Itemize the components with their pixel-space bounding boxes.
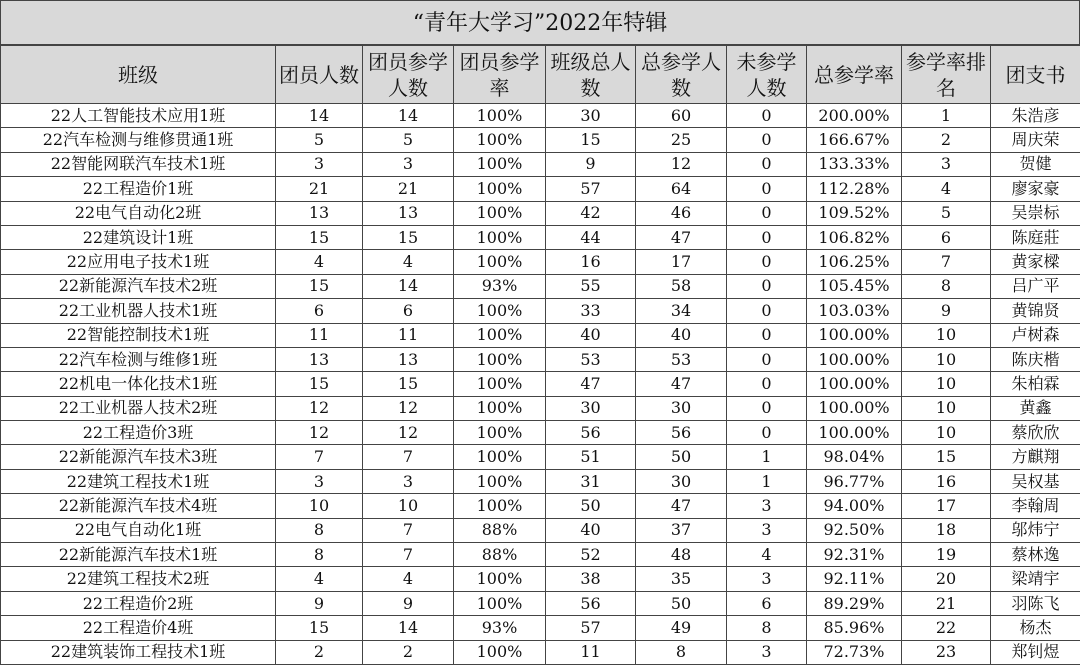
- members-joined-cell: 6: [363, 299, 454, 323]
- rank-cell: 17: [902, 494, 991, 518]
- secretary-cell: 李翰周: [991, 494, 1080, 518]
- rank-cell: 3: [902, 152, 991, 176]
- table-row: [1, 591, 1080, 615]
- not-joined-cell: 3: [727, 640, 807, 664]
- table-row: [1, 469, 1080, 493]
- not-joined-cell: 3: [727, 518, 807, 542]
- secretary-cell: 梁靖宇: [991, 567, 1080, 591]
- total-joined-cell: 35: [636, 567, 727, 591]
- members-joined-cell: 9: [363, 591, 454, 615]
- total-joined-cell: 64: [636, 177, 727, 201]
- not-joined-cell: 0: [727, 299, 807, 323]
- not-joined-cell: 4: [727, 543, 807, 567]
- member-rate-cell: 100%: [454, 152, 546, 176]
- table-row: [1, 396, 1080, 420]
- class-total-cell: 38: [546, 567, 636, 591]
- members-joined-cell: 12: [363, 421, 454, 445]
- total-rate-cell: 92.50%: [807, 518, 902, 542]
- members-joined-cell: 3: [363, 469, 454, 493]
- header-members: 团员人数: [276, 46, 363, 104]
- secretary-cell: 吴崇标: [991, 201, 1080, 225]
- members-cell: 4: [276, 250, 363, 274]
- rank-cell: 6: [902, 225, 991, 249]
- class-cell: 22新能源汽车技术3班: [1, 445, 276, 469]
- secretary-cell: 蔡林逸: [991, 543, 1080, 567]
- members-joined-cell: 21: [363, 177, 454, 201]
- table-row: [1, 518, 1080, 542]
- members-cell: 13: [276, 347, 363, 371]
- total-joined-cell: 53: [636, 347, 727, 371]
- rank-cell: 9: [902, 299, 991, 323]
- class-total-cell: 44: [546, 225, 636, 249]
- rank-cell: 2: [902, 128, 991, 152]
- total-joined-cell: 12: [636, 152, 727, 176]
- rank-cell: 19: [902, 543, 991, 567]
- total-joined-cell: 8: [636, 640, 727, 664]
- class-cell: 22人工智能技术应用1班: [1, 104, 276, 128]
- total-rate-cell: 106.82%: [807, 225, 902, 249]
- table-row: [1, 299, 1080, 323]
- not-joined-cell: 0: [727, 347, 807, 371]
- table-row: [1, 104, 1080, 128]
- table-row: [1, 177, 1080, 201]
- class-total-cell: 47: [546, 372, 636, 396]
- class-total-cell: 9: [546, 152, 636, 176]
- class-total-cell: 52: [546, 543, 636, 567]
- member-rate-cell: 100%: [454, 323, 546, 347]
- rank-cell: 18: [902, 518, 991, 542]
- total-joined-cell: 47: [636, 372, 727, 396]
- class-total-cell: 15: [546, 128, 636, 152]
- secretary-cell: 朱柏霖: [991, 372, 1080, 396]
- not-joined-cell: 3: [727, 494, 807, 518]
- members-joined-cell: 13: [363, 201, 454, 225]
- rank-cell: 10: [902, 347, 991, 371]
- members-cell: 12: [276, 396, 363, 420]
- total-rate-cell: 100.00%: [807, 421, 902, 445]
- member-rate-cell: 100%: [454, 104, 546, 128]
- members-cell: 5: [276, 128, 363, 152]
- not-joined-cell: 0: [727, 274, 807, 298]
- members-joined-cell: 13: [363, 347, 454, 371]
- member-rate-cell: 100%: [454, 396, 546, 420]
- class-total-cell: 55: [546, 274, 636, 298]
- secretary-cell: 羽陈飞: [991, 591, 1080, 615]
- header-class: 班级: [1, 46, 276, 104]
- class-total-cell: 33: [546, 299, 636, 323]
- member-rate-cell: 100%: [454, 128, 546, 152]
- secretary-cell: 邬炜宁: [991, 518, 1080, 542]
- class-total-cell: 30: [546, 104, 636, 128]
- total-joined-cell: 48: [636, 543, 727, 567]
- not-joined-cell: 0: [727, 225, 807, 249]
- class-cell: 22建筑设计1班: [1, 225, 276, 249]
- member-rate-cell: 100%: [454, 299, 546, 323]
- class-total-cell: 57: [546, 177, 636, 201]
- table-row: [1, 323, 1080, 347]
- members-joined-cell: 7: [363, 518, 454, 542]
- header-total-rate: 总参学率: [807, 46, 902, 104]
- secretary-cell: 廖家豪: [991, 177, 1080, 201]
- total-rate-cell: 98.04%: [807, 445, 902, 469]
- member-rate-cell: 100%: [454, 372, 546, 396]
- class-cell: 22智能网联汽车技术1班: [1, 152, 276, 176]
- total-rate-cell: 85.96%: [807, 616, 902, 640]
- total-rate-cell: 200.00%: [807, 104, 902, 128]
- member-rate-cell: 100%: [454, 177, 546, 201]
- members-cell: 10: [276, 494, 363, 518]
- header-rank: 参学率排名: [902, 46, 991, 104]
- table-row: [1, 640, 1080, 664]
- class-cell: 22工程造价3班: [1, 421, 276, 445]
- total-rate-cell: 133.33%: [807, 152, 902, 176]
- secretary-cell: 黄锦贤: [991, 299, 1080, 323]
- total-joined-cell: 46: [636, 201, 727, 225]
- class-total-cell: 11: [546, 640, 636, 664]
- members-cell: 12: [276, 421, 363, 445]
- class-cell: 22新能源汽车技术4班: [1, 494, 276, 518]
- table-row: [1, 567, 1080, 591]
- total-rate-cell: 106.25%: [807, 250, 902, 274]
- secretary-cell: 黄鑫: [991, 396, 1080, 420]
- total-rate-cell: 100.00%: [807, 323, 902, 347]
- class-total-cell: 40: [546, 323, 636, 347]
- rank-cell: 15: [902, 445, 991, 469]
- total-joined-cell: 60: [636, 104, 727, 128]
- not-joined-cell: 0: [727, 177, 807, 201]
- class-total-cell: 53: [546, 347, 636, 371]
- class-cell: 22工业机器人技术1班: [1, 299, 276, 323]
- class-cell: 22机电一体化技术1班: [1, 372, 276, 396]
- total-joined-cell: 17: [636, 250, 727, 274]
- members-joined-cell: 15: [363, 372, 454, 396]
- table-row: [1, 616, 1080, 640]
- members-cell: 3: [276, 152, 363, 176]
- not-joined-cell: 0: [727, 128, 807, 152]
- members-joined-cell: 4: [363, 250, 454, 274]
- member-rate-cell: 93%: [454, 616, 546, 640]
- total-rate-cell: 105.45%: [807, 274, 902, 298]
- member-rate-cell: 100%: [454, 421, 546, 445]
- table-row: [1, 421, 1080, 445]
- not-joined-cell: 8: [727, 616, 807, 640]
- class-cell: 22工程造价2班: [1, 591, 276, 615]
- rank-cell: 10: [902, 421, 991, 445]
- members-cell: 15: [276, 372, 363, 396]
- not-joined-cell: 0: [727, 250, 807, 274]
- header-row: [1, 46, 1080, 104]
- total-joined-cell: 30: [636, 469, 727, 493]
- secretary-cell: 方麒翔: [991, 445, 1080, 469]
- class-total-cell: 51: [546, 445, 636, 469]
- members-joined-cell: 5: [363, 128, 454, 152]
- total-joined-cell: 58: [636, 274, 727, 298]
- class-cell: 22电气自动化2班: [1, 201, 276, 225]
- total-rate-cell: 103.03%: [807, 299, 902, 323]
- total-rate-cell: 100.00%: [807, 396, 902, 420]
- not-joined-cell: 0: [727, 372, 807, 396]
- secretary-cell: 蔡欣欣: [991, 421, 1080, 445]
- members-cell: 9: [276, 591, 363, 615]
- member-rate-cell: 100%: [454, 469, 546, 493]
- total-rate-cell: 100.00%: [807, 372, 902, 396]
- total-joined-cell: 30: [636, 396, 727, 420]
- class-cell: 22应用电子技术1班: [1, 250, 276, 274]
- member-rate-cell: 100%: [454, 347, 546, 371]
- table-row: [1, 372, 1080, 396]
- total-rate-cell: 89.29%: [807, 591, 902, 615]
- rank-cell: 21: [902, 591, 991, 615]
- rank-cell: 1: [902, 104, 991, 128]
- not-joined-cell: 1: [727, 469, 807, 493]
- not-joined-cell: 0: [727, 201, 807, 225]
- members-cell: 14: [276, 104, 363, 128]
- class-total-cell: 31: [546, 469, 636, 493]
- table-row: [1, 274, 1080, 298]
- members-cell: 15: [276, 225, 363, 249]
- members-cell: 8: [276, 543, 363, 567]
- class-cell: 22建筑工程技术2班: [1, 567, 276, 591]
- rank-cell: 20: [902, 567, 991, 591]
- total-joined-cell: 50: [636, 591, 727, 615]
- member-rate-cell: 88%: [454, 543, 546, 567]
- class-total-cell: 50: [546, 494, 636, 518]
- members-cell: 4: [276, 567, 363, 591]
- members-cell: 11: [276, 323, 363, 347]
- member-rate-cell: 88%: [454, 518, 546, 542]
- not-joined-cell: 0: [727, 323, 807, 347]
- class-total-cell: 57: [546, 616, 636, 640]
- secretary-cell: 吕广平: [991, 274, 1080, 298]
- class-total-cell: 56: [546, 421, 636, 445]
- secretary-cell: 杨杰: [991, 616, 1080, 640]
- member-rate-cell: 100%: [454, 591, 546, 615]
- class-total-cell: 42: [546, 201, 636, 225]
- table-row: [1, 347, 1080, 371]
- member-rate-cell: 100%: [454, 250, 546, 274]
- rank-cell: 10: [902, 396, 991, 420]
- table-row: [1, 128, 1080, 152]
- rank-cell: 23: [902, 640, 991, 664]
- member-rate-cell: 100%: [454, 445, 546, 469]
- secretary-cell: 朱浩彦: [991, 104, 1080, 128]
- members-joined-cell: 2: [363, 640, 454, 664]
- rank-cell: 10: [902, 323, 991, 347]
- class-total-cell: 16: [546, 250, 636, 274]
- rank-cell: 22: [902, 616, 991, 640]
- members-cell: 6: [276, 299, 363, 323]
- members-cell: 15: [276, 616, 363, 640]
- not-joined-cell: 0: [727, 396, 807, 420]
- not-joined-cell: 3: [727, 567, 807, 591]
- members-joined-cell: 10: [363, 494, 454, 518]
- header-member-rate: 团员参学率: [454, 46, 546, 104]
- class-cell: 22新能源汽车技术2班: [1, 274, 276, 298]
- class-cell: 22智能控制技术1班: [1, 323, 276, 347]
- members-joined-cell: 3: [363, 152, 454, 176]
- table-row: [1, 201, 1080, 225]
- header-total-joined: 总参学人数: [636, 46, 727, 104]
- members-joined-cell: 11: [363, 323, 454, 347]
- members-cell: 3: [276, 469, 363, 493]
- total-rate-cell: 92.11%: [807, 567, 902, 591]
- class-cell: 22工业机器人技术2班: [1, 396, 276, 420]
- member-rate-cell: 100%: [454, 640, 546, 664]
- total-joined-cell: 34: [636, 299, 727, 323]
- total-joined-cell: 50: [636, 445, 727, 469]
- class-cell: 22工程造价1班: [1, 177, 276, 201]
- member-rate-cell: 93%: [454, 274, 546, 298]
- class-cell: 22工程造价4班: [1, 616, 276, 640]
- members-cell: 8: [276, 518, 363, 542]
- members-joined-cell: 15: [363, 225, 454, 249]
- total-rate-cell: 96.77%: [807, 469, 902, 493]
- rank-cell: 7: [902, 250, 991, 274]
- class-cell: 22电气自动化1班: [1, 518, 276, 542]
- class-total-cell: 30: [546, 396, 636, 420]
- header-not-joined: 未参学人数: [727, 46, 807, 104]
- secretary-cell: 贺健: [991, 152, 1080, 176]
- total-joined-cell: 47: [636, 494, 727, 518]
- not-joined-cell: 0: [727, 152, 807, 176]
- secretary-cell: 郑钊煜: [991, 640, 1080, 664]
- rank-cell: 10: [902, 372, 991, 396]
- total-joined-cell: 47: [636, 225, 727, 249]
- total-rate-cell: 166.67%: [807, 128, 902, 152]
- rank-cell: 8: [902, 274, 991, 298]
- members-joined-cell: 14: [363, 616, 454, 640]
- total-rate-cell: 109.52%: [807, 201, 902, 225]
- members-cell: 7: [276, 445, 363, 469]
- header-members-joined: 团员参学人数: [363, 46, 454, 104]
- class-total-cell: 40: [546, 518, 636, 542]
- secretary-cell: 黄家樑: [991, 250, 1080, 274]
- secretary-cell: 吴权基: [991, 469, 1080, 493]
- member-rate-cell: 100%: [454, 201, 546, 225]
- total-rate-cell: 100.00%: [807, 347, 902, 371]
- not-joined-cell: 0: [727, 104, 807, 128]
- member-rate-cell: 100%: [454, 225, 546, 249]
- header-secretary: 团支书: [991, 46, 1080, 104]
- members-cell: 21: [276, 177, 363, 201]
- secretary-cell: 卢树森: [991, 323, 1080, 347]
- members-joined-cell: 14: [363, 104, 454, 128]
- total-rate-cell: 112.28%: [807, 177, 902, 201]
- table-body: [1, 104, 1080, 665]
- class-cell: 22建筑工程技术1班: [1, 469, 276, 493]
- header-class-total: 班级总人数: [546, 46, 636, 104]
- table-row: [1, 225, 1080, 249]
- members-cell: 13: [276, 201, 363, 225]
- members-cell: 2: [276, 640, 363, 664]
- not-joined-cell: 1: [727, 445, 807, 469]
- rank-cell: 16: [902, 469, 991, 493]
- members-joined-cell: 14: [363, 274, 454, 298]
- table-row: [1, 494, 1080, 518]
- total-joined-cell: 40: [636, 323, 727, 347]
- class-cell: 22新能源汽车技术1班: [1, 543, 276, 567]
- rank-cell: 4: [902, 177, 991, 201]
- members-joined-cell: 12: [363, 396, 454, 420]
- table-row: [1, 250, 1080, 274]
- members-joined-cell: 4: [363, 567, 454, 591]
- table-row: [1, 543, 1080, 567]
- class-total-cell: 56: [546, 591, 636, 615]
- total-rate-cell: 72.73%: [807, 640, 902, 664]
- total-joined-cell: 25: [636, 128, 727, 152]
- total-rate-cell: 94.00%: [807, 494, 902, 518]
- total-rate-cell: 92.31%: [807, 543, 902, 567]
- table-row: [1, 152, 1080, 176]
- secretary-cell: 周庆荣: [991, 128, 1080, 152]
- class-cell: 22汽车检测与维修贯通1班: [1, 128, 276, 152]
- table-row: [1, 445, 1080, 469]
- not-joined-cell: 0: [727, 421, 807, 445]
- total-joined-cell: 37: [636, 518, 727, 542]
- members-joined-cell: 7: [363, 445, 454, 469]
- rank-cell: 5: [902, 201, 991, 225]
- participation-table: [0, 45, 1080, 665]
- secretary-cell: 陈庆楷: [991, 347, 1080, 371]
- table-title: “青年大学习”2022年特辑: [0, 0, 1080, 45]
- member-rate-cell: 100%: [454, 567, 546, 591]
- members-joined-cell: 7: [363, 543, 454, 567]
- not-joined-cell: 6: [727, 591, 807, 615]
- class-cell: 22汽车检测与维修1班: [1, 347, 276, 371]
- total-joined-cell: 49: [636, 616, 727, 640]
- total-joined-cell: 56: [636, 421, 727, 445]
- class-cell: 22建筑装饰工程技术1班: [1, 640, 276, 664]
- member-rate-cell: 100%: [454, 494, 546, 518]
- members-cell: 15: [276, 274, 363, 298]
- secretary-cell: 陈庭莊: [991, 225, 1080, 249]
